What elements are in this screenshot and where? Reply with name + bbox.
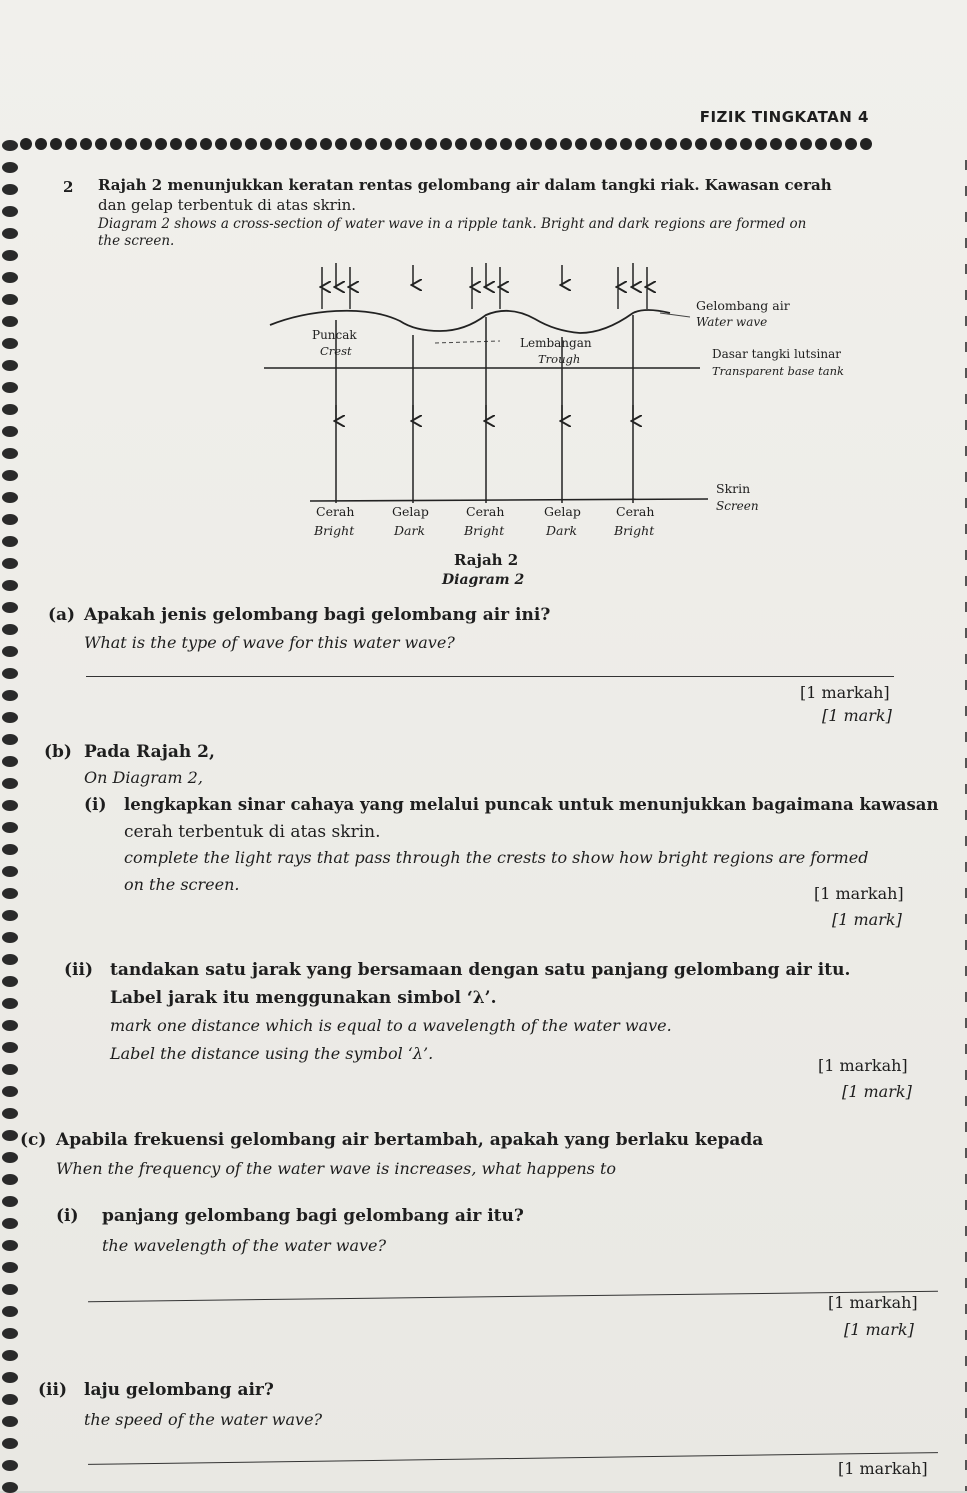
binder-ring xyxy=(2,382,18,393)
crest-label-ms: Puncak xyxy=(312,328,357,342)
divider-dot xyxy=(335,138,347,150)
part-c-ii-answer-line[interactable] xyxy=(88,1452,938,1465)
binder-ring xyxy=(2,1482,18,1493)
binder-ring xyxy=(2,1460,18,1471)
region-5-ms: Cerah xyxy=(616,504,655,519)
screen-line xyxy=(310,499,708,501)
divider-dot xyxy=(770,138,782,150)
divider-dot xyxy=(380,138,392,150)
divider-dot xyxy=(215,138,227,150)
divider-dot xyxy=(830,138,842,150)
binder-ring xyxy=(2,1064,18,1075)
question-number: 2 xyxy=(63,178,74,196)
binder-ring xyxy=(2,1020,18,1031)
part-a-question-en: What is the type of wave for this water wave? xyxy=(84,633,455,652)
crest-label-en: Crest xyxy=(320,344,352,358)
region-2-en: Dark xyxy=(394,523,426,538)
divider-dot xyxy=(530,138,542,150)
part-b-i-mark-en: [1 mark] xyxy=(832,910,902,929)
binder-ring xyxy=(2,580,18,591)
binder-ring xyxy=(2,1416,18,1427)
binder-ring xyxy=(2,844,18,855)
divider-dot xyxy=(500,138,512,150)
divider-dot xyxy=(125,138,137,150)
part-b-ii-en-line2: Label the distance using the symbol ‘λ’. xyxy=(110,1044,434,1063)
binder-ring xyxy=(2,1284,18,1295)
base-label-en: Transparent base tank xyxy=(712,364,844,378)
part-c-i-ms: panjang gelombang bagi gelombang air itu? xyxy=(102,1206,524,1226)
divider-dot xyxy=(470,138,482,150)
wave-label-ms: Gelombang air xyxy=(696,298,790,313)
part-c-ii-mark-ms: [1 markah] xyxy=(838,1459,928,1478)
binder-ring xyxy=(2,206,18,217)
binder-ring xyxy=(2,1306,18,1317)
part-a-mark-en: [1 mark] xyxy=(822,706,892,725)
part-c-i-answer-line[interactable] xyxy=(88,1291,938,1302)
diagram-caption-ms: Rajah 2 xyxy=(454,551,519,569)
binder-ring xyxy=(2,1042,18,1053)
divider-dot xyxy=(755,138,767,150)
divider-dot xyxy=(305,138,317,150)
divider-dot xyxy=(695,138,707,150)
binder-ring xyxy=(2,712,18,723)
region-1-en: Bright xyxy=(314,523,355,538)
part-b-ii-ms-line1: tandakan satu jarak yang bersamaan dengan satu panjang gelombang air itu. xyxy=(110,960,851,980)
binder-ring xyxy=(2,294,18,305)
binder-ring xyxy=(2,1108,18,1119)
part-a-question-ms: Apakah jenis gelombang bagi gelombang air ini? xyxy=(84,605,551,625)
part-c-i-mark-en: [1 mark] xyxy=(844,1320,914,1339)
divider-dot xyxy=(320,138,332,150)
intro-ms-line2: dan gelap terbentuk di atas skrin. xyxy=(98,196,357,214)
divider-dot xyxy=(425,138,437,150)
binder-ring xyxy=(2,1196,18,1207)
part-b-intro-en: On Diagram 2, xyxy=(84,768,203,787)
binder-ring xyxy=(2,1086,18,1097)
dotted-divider xyxy=(20,138,876,152)
divider-dot xyxy=(110,138,122,150)
part-a-mark-ms: [1 markah] xyxy=(800,683,890,702)
divider-dot xyxy=(395,138,407,150)
divider-dot xyxy=(170,138,182,150)
divider-dot xyxy=(155,138,167,150)
binder-ring xyxy=(2,360,18,371)
part-b-i-en-line1: complete the light rays that pass through the crests to show how bright regions are formed xyxy=(124,848,869,867)
trough-label-en: Trough xyxy=(538,352,581,366)
wave-label-en: Water wave xyxy=(696,315,768,329)
divider-dot xyxy=(620,138,632,150)
binder-ring xyxy=(2,1262,18,1273)
incident-rays xyxy=(322,263,647,287)
part-b-i-mark-ms: [1 markah] xyxy=(814,884,904,903)
divider-dot xyxy=(860,138,872,150)
divider-dot xyxy=(680,138,692,150)
binder-ring xyxy=(2,932,18,943)
binder-ring xyxy=(2,778,18,789)
ripple-tank-diagram xyxy=(250,255,870,555)
part-b-ii-mark-en: [1 mark] xyxy=(842,1082,912,1101)
trough-label-ms: Lembangan xyxy=(520,336,592,350)
divider-dot xyxy=(140,138,152,150)
diagram-caption-en: Diagram 2 xyxy=(442,572,525,588)
binder-ring xyxy=(2,162,18,173)
divider-dot xyxy=(410,138,422,150)
binder-ring xyxy=(2,1174,18,1185)
screen-label-en: Screen xyxy=(716,499,759,513)
part-b-i-en-line2: on the screen. xyxy=(124,875,240,894)
binder-ring xyxy=(2,800,18,811)
binder-ring xyxy=(2,338,18,349)
binder-ring xyxy=(2,866,18,877)
part-b-ii-label: (ii) xyxy=(64,960,94,980)
divider-dot xyxy=(350,138,362,150)
binder-ring xyxy=(2,1328,18,1339)
region-3-ms: Cerah xyxy=(466,504,505,519)
divider-dot xyxy=(665,138,677,150)
divider-dot xyxy=(200,138,212,150)
divider-dot xyxy=(65,138,77,150)
divider-dot xyxy=(545,138,557,150)
binder-ring xyxy=(2,1152,18,1163)
binder-ring xyxy=(2,822,18,833)
region-3-en: Bright xyxy=(464,523,505,538)
divider-dot xyxy=(20,138,32,150)
part-b-ii-en-line1: mark one distance which is equal to a wavelength of the water wave. xyxy=(110,1016,672,1035)
binder-ring xyxy=(2,1438,18,1449)
divider-dot xyxy=(290,138,302,150)
region-1-ms: Cerah xyxy=(316,504,355,519)
divider-dot xyxy=(815,138,827,150)
region-4-en: Dark xyxy=(546,523,578,538)
binder-ring xyxy=(2,1130,18,1141)
binder-ring xyxy=(2,272,18,283)
wave-pointer xyxy=(660,313,690,317)
part-b-label: (b) xyxy=(44,742,72,762)
divider-dot xyxy=(365,138,377,150)
part-a-label: (a) xyxy=(48,605,76,625)
binder-ring xyxy=(2,536,18,547)
divider-dot xyxy=(440,138,452,150)
divider-dot xyxy=(635,138,647,150)
binder-ring xyxy=(2,470,18,481)
binder-ring xyxy=(2,888,18,899)
trough-pointer xyxy=(435,341,500,343)
binder-ring xyxy=(2,690,18,701)
divider-dot xyxy=(230,138,242,150)
binder-ring xyxy=(2,1240,18,1251)
binder-ring xyxy=(2,140,18,151)
binder-ring xyxy=(2,228,18,239)
part-c-ii-ms: laju gelombang air? xyxy=(84,1380,274,1400)
part-c-ii-en: the speed of the water wave? xyxy=(84,1410,323,1429)
divider-dot xyxy=(725,138,737,150)
divider-dot xyxy=(575,138,587,150)
divider-dot xyxy=(95,138,107,150)
divider-dot xyxy=(455,138,467,150)
binder-ring xyxy=(2,668,18,679)
binder-ring xyxy=(2,316,18,327)
upper-ray-lines xyxy=(322,289,647,309)
part-c-intro-ms: Apabila frekuensi gelombang air bertambah, apakah yang berlaku kepada xyxy=(56,1130,764,1150)
part-b-intro-ms: Pada Rajah 2, xyxy=(84,742,215,762)
divider-dot xyxy=(275,138,287,150)
divider-dot xyxy=(785,138,797,150)
divider-dot xyxy=(260,138,272,150)
region-2-ms: Gelap xyxy=(392,504,429,519)
divider-dot xyxy=(50,138,62,150)
binder-ring xyxy=(2,404,18,415)
divider-dot xyxy=(845,138,857,150)
divider-dot xyxy=(740,138,752,150)
divider-dot xyxy=(485,138,497,150)
binder-ring xyxy=(2,602,18,613)
divider-dot xyxy=(590,138,602,150)
divider-dot xyxy=(800,138,812,150)
part-c-label: (c) xyxy=(20,1130,47,1150)
binder-ring xyxy=(2,954,18,965)
part-b-ii-ms-line2: Label jarak itu menggunakan simbol ‘λ’. xyxy=(110,988,497,1008)
part-c-i-label: (i) xyxy=(56,1206,79,1226)
region-5-en: Bright xyxy=(614,523,655,538)
part-c-i-en: the wavelength of the water wave? xyxy=(102,1236,387,1255)
base-label-ms: Dasar tangki lutsinar xyxy=(712,347,841,361)
binder-ring xyxy=(2,558,18,569)
part-c-intro-en: When the frequency of the water wave is increases, what happens to xyxy=(56,1159,616,1178)
part-c-i-mark-ms: [1 markah] xyxy=(828,1293,918,1312)
divider-dot xyxy=(710,138,722,150)
divider-dot xyxy=(185,138,197,150)
binder-ring xyxy=(2,492,18,503)
intro-en-line1: Diagram 2 shows a cross-section of water wave in a ripple tank. Bright and dark regions are formed on xyxy=(98,216,807,232)
binder-ring xyxy=(2,998,18,1009)
part-c-ii-label: (ii) xyxy=(38,1380,68,1400)
binder-ring xyxy=(2,646,18,657)
binder-ring xyxy=(2,1350,18,1361)
screen-label-ms: Skrin xyxy=(716,481,751,496)
binder-ring xyxy=(2,1394,18,1405)
part-b-i-ms-line1: lengkapkan sinar cahaya yang melalui puncak untuk menunjukkan bagaimana kawasan xyxy=(124,795,939,814)
intro-ms-line1: Rajah 2 menunjukkan keratan rentas gelombang air dalam tangki riak. Kawasan cerah xyxy=(98,176,832,194)
region-4-ms: Gelap xyxy=(544,504,581,519)
intro-en-line2: the screen. xyxy=(98,233,175,249)
binder-ring xyxy=(2,756,18,767)
binder-ring xyxy=(2,184,18,195)
part-a-answer-line[interactable] xyxy=(86,676,894,677)
divider-dot xyxy=(515,138,527,150)
binder-ring xyxy=(2,1218,18,1229)
binder-ring xyxy=(2,624,18,635)
binder-ring xyxy=(2,250,18,261)
binder-ring xyxy=(2,448,18,459)
divider-dot xyxy=(80,138,92,150)
binder-ring xyxy=(2,910,18,921)
binder-ring xyxy=(2,1372,18,1383)
page-header: FIZIK TINGKATAN 4 xyxy=(699,108,869,126)
divider-dot xyxy=(650,138,662,150)
binder-ring xyxy=(2,426,18,437)
divider-dot xyxy=(605,138,617,150)
binder-rings xyxy=(0,120,40,1491)
divider-dot xyxy=(560,138,572,150)
part-b-i-ms-line2: cerah terbentuk di atas skrin. xyxy=(124,822,381,842)
part-b-ii-mark-ms: [1 markah] xyxy=(818,1056,908,1075)
binder-ring xyxy=(2,734,18,745)
binder-ring xyxy=(2,976,18,987)
part-b-i-label: (i) xyxy=(84,795,107,815)
binder-ring xyxy=(2,514,18,525)
divider-dot xyxy=(35,138,47,150)
divider-dot xyxy=(245,138,257,150)
